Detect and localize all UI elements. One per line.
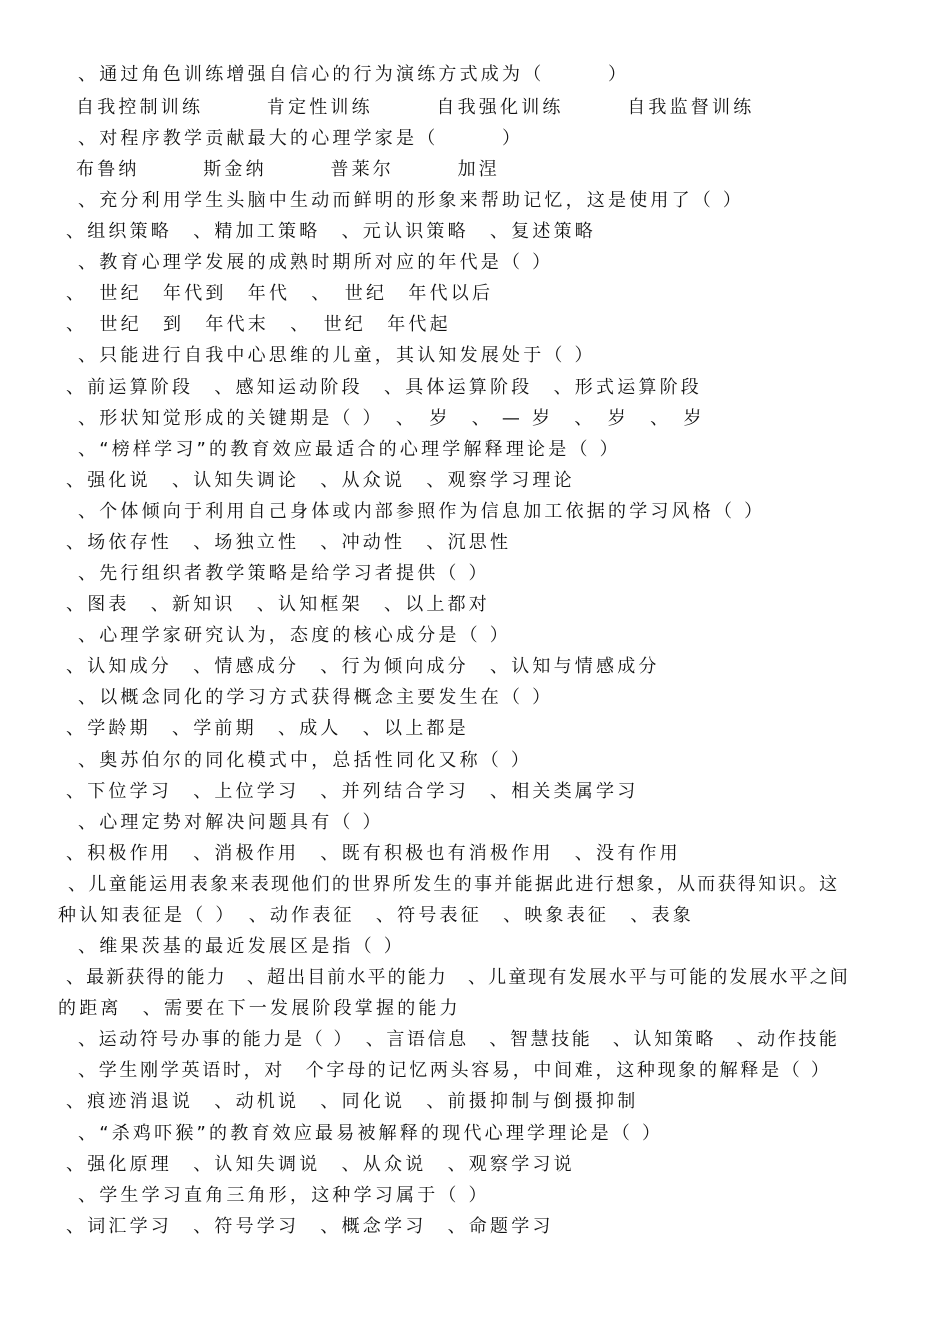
answer-options: 自我控制训练 肯定性训练 自我强化训练 自我监督训练 bbox=[76, 97, 755, 118]
question-stem: 、对程序教学贡献最大的心理学家是（ ） bbox=[78, 128, 524, 149]
question-stem: 、教育心理学发展的成熟时期所对应的年代是（ ） bbox=[78, 252, 554, 273]
question-stem: 、以概念同化的学习方式获得概念主要发生在（ ） bbox=[78, 687, 554, 708]
question-stem-continued: 种认知表征是（ ） 、动作表征 、符号表征 、映象表征 、表象 bbox=[58, 905, 694, 926]
question-stem: 、形状知觉形成的关键期是（ ） 、 岁 、 — 岁 、 岁 、 岁 bbox=[78, 408, 705, 429]
answer-options: 、强化说 、认知失调论 、从众说 、观察学习理论 bbox=[66, 470, 575, 491]
question-stem: 、奥苏伯尔的同化模式中，总括性同化又称（ ） bbox=[78, 750, 533, 771]
answer-options: 、场依存性 、场独立性 、冲动性 、沉思性 bbox=[66, 532, 512, 553]
question-stem: 、先行组织者教学策略是给学习者提供（ ） bbox=[78, 563, 490, 584]
question-stem: 、运动符号办事的能力是（ ） 、言语信息 、智慧技能 、认知策略 、动作技能 bbox=[78, 1029, 840, 1050]
question-stem: 、只能进行自我中心思维的儿童，其认知发展处于（ ） bbox=[78, 345, 596, 366]
question-stem: 、个体倾向于利用自己身体或内部参照作为信息加工依据的学习风格（ ） bbox=[78, 501, 766, 522]
question-stem: 、通过角色训练增强自信心的行为演练方式成为（ ） bbox=[78, 64, 630, 85]
question-stem: 、心理定势对解决问题具有（ ） bbox=[78, 812, 384, 833]
answer-options: 、积极作用 、消极作用 、既有积极也有消极作用 、没有作用 bbox=[66, 843, 681, 864]
answer-options-continued: 的距离 、需要在下一发展阶段掌握的能力 bbox=[58, 998, 461, 1019]
answer-options: 、 世纪 年代到 年代 、 世纪 年代以后 bbox=[66, 283, 494, 304]
answer-options: 、图表 、新知识 、认知框架 、以上都对 bbox=[66, 594, 490, 615]
question-stem: 、心理学家研究认为，态度的核心成分是（ ） bbox=[78, 625, 511, 646]
question-stem: 、“榜样学习”的教育效应最适合的心理学解释理论是（ ） bbox=[78, 439, 621, 460]
answer-options: 、词汇学习 、符号学习 、概念学习 、命题学习 bbox=[66, 1216, 554, 1237]
answer-options: 、认知成分 、情感成分 、行为倾向成分 、认知与情感成分 bbox=[66, 656, 660, 677]
question-stem: 、充分利用学生头脑中生动而鲜明的形象来帮助记忆，这是使用了（ ） bbox=[78, 190, 745, 211]
answer-options: 、下位学习 、上位学习 、并列结合学习 、相关类属学习 bbox=[66, 781, 639, 802]
answer-options: 布鲁纳 斯金纳 普莱尔 加涅 bbox=[76, 159, 500, 180]
question-stem: 、学生学习直角三角形，这种学习属于（ ） bbox=[78, 1185, 490, 1206]
question-stem: 、维果茨基的最近发展区是指（ ） bbox=[78, 936, 405, 957]
answer-options: 、痕迹消退说 、动机说 、同化说 、前摄抑制与倒摄抑制 bbox=[66, 1091, 639, 1112]
answer-options: 、组织策略 、精加工策略 、元认识策略 、复述策略 bbox=[66, 221, 596, 242]
answer-options: 、强化原理 、认知失调说 、从众说 、观察学习说 bbox=[66, 1154, 575, 1175]
answer-options: 、最新获得的能力 、超出目前水平的能力 、儿童现有发展水平与可能的发展水平之间 bbox=[66, 967, 850, 988]
question-stem: 、“杀鸡吓猴”的教育效应最易被解释的现代心理学理论是（ ） bbox=[78, 1123, 664, 1144]
answer-options: 、学龄期 、学前期 、成人 、以上都是 bbox=[66, 718, 469, 739]
question-stem: 、儿童能运用表象来表现他们的世界所发生的事并能据此进行想象，从而获得知识。这 bbox=[68, 874, 840, 895]
answer-options: 、 世纪 到 年代末 、 世纪 年代起 bbox=[66, 314, 451, 335]
answer-options: 、前运算阶段 、感知运动阶段 、具体运算阶段 、形式运算阶段 bbox=[66, 377, 702, 398]
question-stem: 、学生刚学英语时，对 个字母的记忆两头容易，中间难，这种现象的解释是（ ） bbox=[78, 1060, 832, 1081]
